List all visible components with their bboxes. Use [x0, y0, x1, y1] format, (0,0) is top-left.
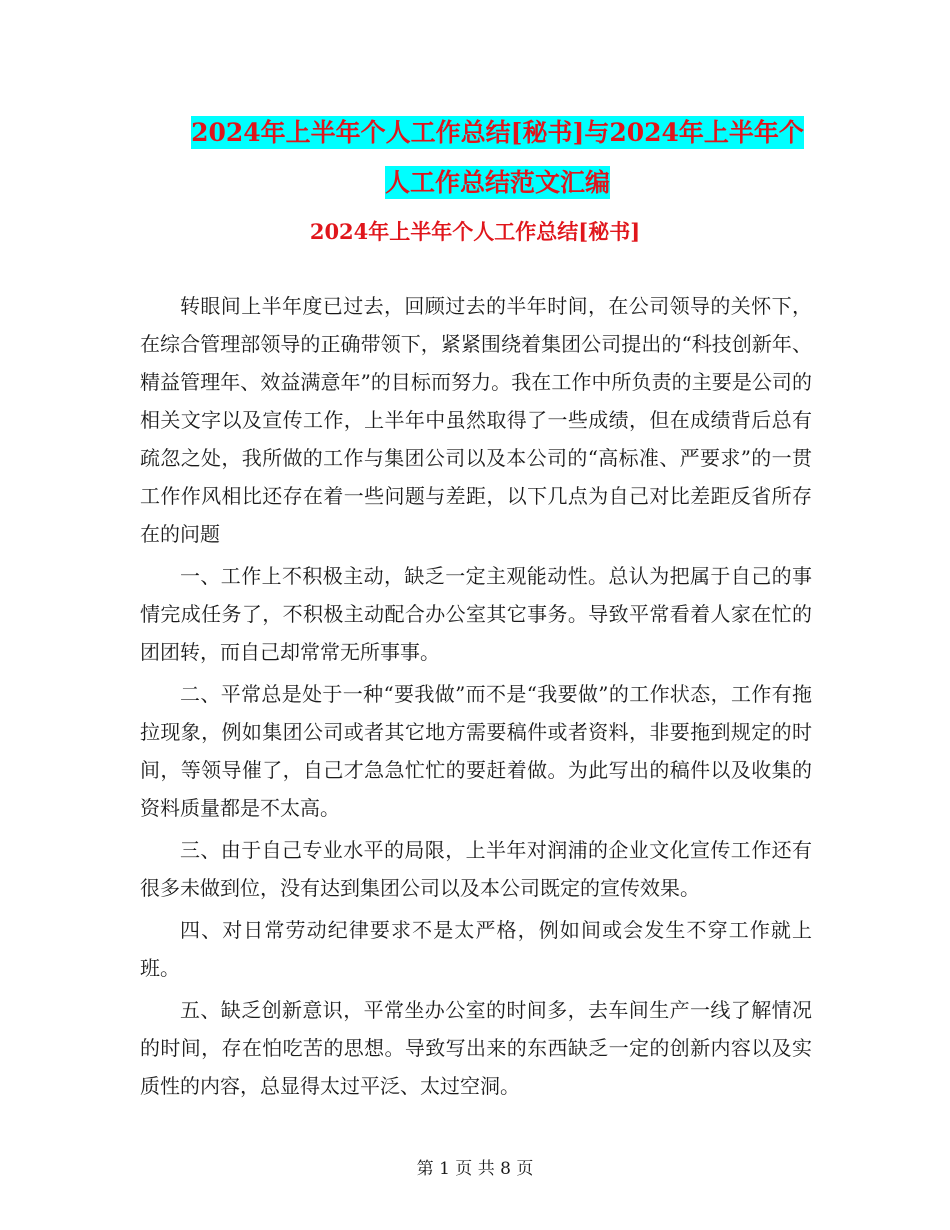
section-title: 2024年上半年个人工作总结[秘书] — [309, 219, 641, 244]
paragraph-item-5: 五、缺乏创新意识，平常坐办公室的时间多，去车间生产一线了解情况的时间，存在怕吃苦的思想。导致写出来的东西缺乏一定的创新内容以及实质性的内容，总显得太过平泛、太过空洞。 — [140, 998, 812, 1098]
document-title — [140, 108, 855, 208]
paragraph-item-2: 二、平常总是处于一种“要我做”而不是“我要做”的工作状态，工作有拖拉现象，例如集团公司或者其它地方需要稿件或者资料，非要拖到规定的时间，等领导催了，自己才急急忙忙的要赶着做。为此写出的稿件以及收集的资料质量都是不太高。 — [140, 682, 812, 820]
document-body — [140, 287, 812, 1109]
paragraph-item-3: 三、由于自己专业水平的局限，上半年对润浦的企业文化宣传工作还有很多未做到位，没有达到集团公司以及本公司既定的宣传效果。 — [140, 838, 812, 900]
page-number-footer: 第 1 页 共 8 页 — [416, 1159, 534, 1179]
paragraph-intro: 转眼间上半年度已过去，回顾过去的半年时间，在公司领导的关怀下，在综合管理部领导的正确带领下，紧紧围绕着集团公司提出的“科技创新年、精益管理年、效益满意年”的目标而努力。我在工作中所负责的主要是公司的相关文字以及宣传工作，上半年中虽然取得了一些成绩，但在成绩背后总有疏忽之处，我所做的工作与集团公司以及本公司的“高标准、严要求”的一贯工作作风相比还存在着一些问题与差距，以下几点为自己对比差距反省所存在的问题 — [140, 294, 812, 546]
document-title-line-2: 人工作总结范文汇编 — [384, 168, 610, 197]
document-title-line-1: 2024年上半年个人工作总结[秘书]与2024年上半年个 — [191, 118, 804, 147]
paragraph-item-4: 四、对日常劳动纪律要求不是太严格，例如间或会发生不穿工作就上班。 — [140, 918, 812, 980]
paragraph-item-1: 一、工作上不积极主动，缺乏一定主观能动性。总认为把属于自己的事情完成任务了，不积极主动配合办公室其它事务。导致平常看着人家在忙的团团转，而自己却常常无所事事。 — [140, 564, 812, 664]
